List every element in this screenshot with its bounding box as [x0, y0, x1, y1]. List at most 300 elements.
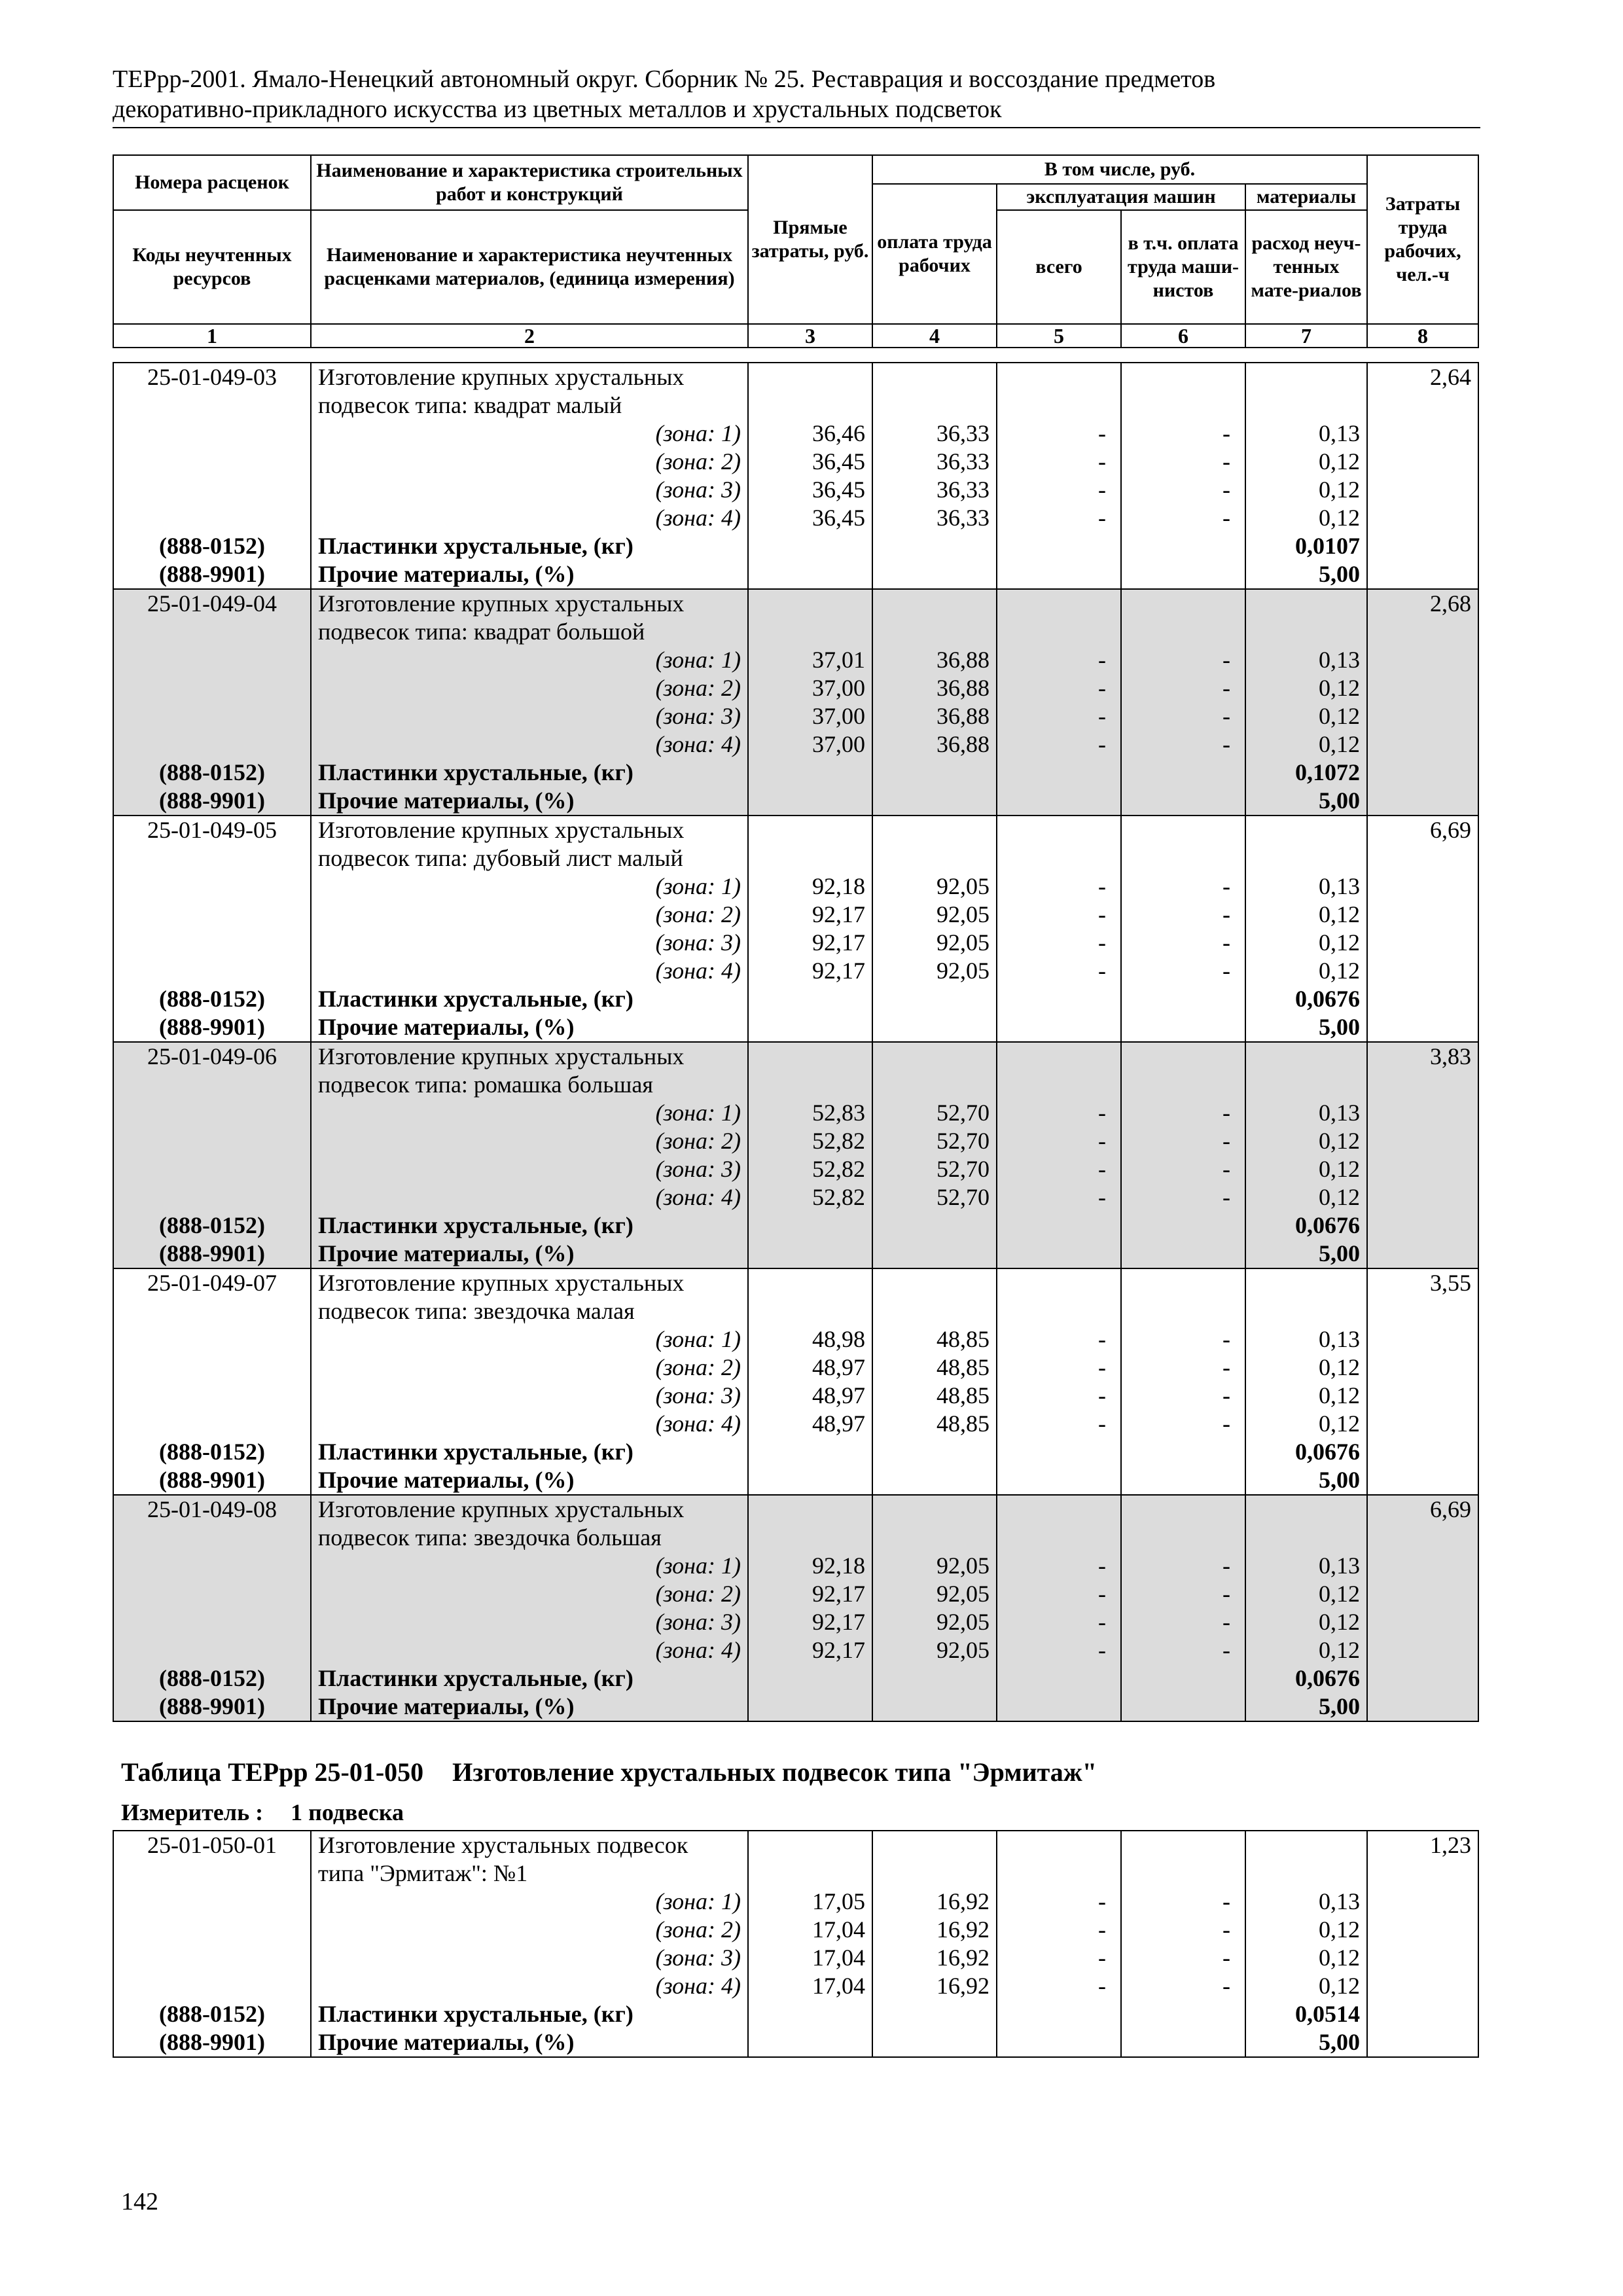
material-row [113, 1438, 1478, 1466]
rate-name: подвесок типа: дубовый лист малый [311, 844, 748, 872]
empty-cell [1245, 1524, 1367, 1552]
page-header [113, 64, 1480, 128]
direct-costs: 17,04 [748, 1916, 872, 1944]
empty-cell [1121, 1524, 1245, 1552]
zone-label: (зона: 4) [311, 957, 748, 985]
material-name: Прочие материалы, (%) [311, 2028, 748, 2057]
rate-row [113, 363, 1478, 391]
zone-label: (зона: 2) [311, 1354, 748, 1382]
empty-cell [1367, 1580, 1478, 1608]
empty-cell [1367, 1524, 1478, 1552]
empty-cell [1367, 391, 1478, 420]
zone-row [113, 1127, 1478, 1155]
material-consumption: 0,0514 [1245, 2000, 1367, 2028]
zone-row [113, 957, 1478, 985]
rate-name: подвесок типа: квадрат большой [311, 618, 748, 646]
machines-total: - [997, 1127, 1121, 1155]
empty-cell [1245, 618, 1367, 646]
empty-cell [113, 420, 311, 448]
empty-cell [1245, 1831, 1367, 1859]
header-line-2: декоративно-прикладного искусства из цветных металлов и хрустальных подсветок [113, 96, 1002, 123]
direct-costs: 17,04 [748, 1972, 872, 2000]
labor-costs: 6,69 [1367, 1495, 1478, 1524]
zone-row [113, 1552, 1478, 1580]
empty-cell [113, 1859, 311, 1888]
machines-total: - [997, 1888, 1121, 1916]
empty-cell [997, 787, 1121, 816]
machines-total: - [997, 1354, 1121, 1382]
material-consumption: 0,0676 [1245, 1438, 1367, 1466]
empty-cell [997, 1524, 1121, 1552]
material-code: (888-0152) [113, 532, 311, 560]
machinist-pay: - [1121, 1580, 1245, 1608]
zone-label: (зона: 4) [311, 1636, 748, 1664]
direct-costs: 36,46 [748, 420, 872, 448]
materials: 0,13 [1245, 646, 1367, 674]
material-row [113, 532, 1478, 560]
rate-row [113, 1268, 1478, 1297]
machines-total: - [997, 420, 1121, 448]
empty-cell [1121, 2000, 1245, 2028]
empty-cell [113, 504, 311, 532]
empty-cell [1121, 2028, 1245, 2057]
machinist-pay: - [1121, 1325, 1245, 1354]
col-number: 6 [1121, 324, 1245, 348]
empty-cell [1367, 1297, 1478, 1325]
machines-total: - [997, 730, 1121, 759]
material-row [113, 2028, 1478, 2057]
material-consumption: 0,1072 [1245, 759, 1367, 787]
zone-row [113, 1972, 1478, 2000]
rate-name: Изготовление крупных хрустальных [311, 816, 748, 844]
empty-cell [1121, 1211, 1245, 1240]
empty-cell [1121, 1297, 1245, 1325]
empty-cell [748, 391, 872, 420]
zone-row [113, 1580, 1478, 1608]
labor-pay: 52,70 [872, 1183, 997, 1211]
col-machine-operation: эксплуатация машин [997, 184, 1245, 210]
empty-cell [872, 816, 997, 844]
empty-cell [113, 1155, 311, 1183]
empty-cell [997, 1693, 1121, 1721]
empty-cell [1121, 1268, 1245, 1297]
material-code: (888-0152) [113, 985, 311, 1013]
zone-label: (зона: 1) [311, 1552, 748, 1580]
material-name: Прочие материалы, (%) [311, 787, 748, 816]
empty-cell [748, 1071, 872, 1099]
machinist-pay: - [1121, 1127, 1245, 1155]
empty-cell [997, 844, 1121, 872]
empty-cell [113, 1071, 311, 1099]
col-number: 7 [1245, 324, 1367, 348]
empty-cell [1121, 759, 1245, 787]
rate-code: 25-01-049-06 [113, 1042, 311, 1071]
empty-cell [748, 560, 872, 589]
materials: 0,12 [1245, 1972, 1367, 2000]
rate-name: подвесок типа: квадрат малый [311, 391, 748, 420]
empty-cell [748, 1495, 872, 1524]
col-labor-pay: оплата труда рабочих [872, 184, 997, 324]
zone-row [113, 1099, 1478, 1127]
empty-cell [872, 1664, 997, 1693]
materials: 0,12 [1245, 476, 1367, 504]
zone-label: (зона: 3) [311, 1382, 748, 1410]
direct-costs: 92,17 [748, 929, 872, 957]
machines-total: - [997, 702, 1121, 730]
machinist-pay: - [1121, 901, 1245, 929]
empty-cell [872, 1268, 997, 1297]
empty-cell [113, 957, 311, 985]
zone-row [113, 1888, 1478, 1916]
empty-cell [113, 929, 311, 957]
zone-row [113, 674, 1478, 702]
labor-pay: 16,92 [872, 1972, 997, 2000]
rate-name: Изготовление крупных хрустальных [311, 589, 748, 618]
zone-label: (зона: 4) [311, 1972, 748, 2000]
empty-cell [1367, 1972, 1478, 2000]
materials: 0,12 [1245, 1916, 1367, 1944]
empty-cell [872, 589, 997, 618]
empty-cell [1121, 391, 1245, 420]
material-row [113, 1693, 1478, 1721]
direct-costs: 36,45 [748, 448, 872, 476]
empty-cell [1367, 1325, 1478, 1354]
empty-cell [748, 532, 872, 560]
direct-costs: 48,97 [748, 1354, 872, 1382]
zone-row [113, 1410, 1478, 1438]
material-consumption: 5,00 [1245, 2028, 1367, 2057]
empty-cell [1121, 1013, 1245, 1042]
empty-cell [1367, 1693, 1478, 1721]
empty-cell [1367, 1211, 1478, 1240]
machines-total: - [997, 1972, 1121, 2000]
rate-row [113, 844, 1478, 872]
empty-cell [1367, 787, 1478, 816]
material-name: Прочие материалы, (%) [311, 1013, 748, 1042]
empty-cell [748, 1859, 872, 1888]
machinist-pay: - [1121, 1354, 1245, 1382]
empty-cell [113, 1552, 311, 1580]
empty-cell [997, 560, 1121, 589]
machinist-pay: - [1121, 1552, 1245, 1580]
material-consumption: 0,0107 [1245, 532, 1367, 560]
empty-cell [1245, 363, 1367, 391]
empty-cell [113, 1325, 311, 1354]
empty-cell [1245, 844, 1367, 872]
empty-cell [748, 363, 872, 391]
empty-cell [872, 2000, 997, 2028]
rate-name: Изготовление крупных хрустальных [311, 1268, 748, 1297]
material-code: (888-9901) [113, 1013, 311, 1042]
machinist-pay: - [1121, 730, 1245, 759]
material-name: Пластинки хрустальные, (кг) [311, 532, 748, 560]
direct-costs: 92,18 [748, 1552, 872, 1580]
empty-cell [1245, 816, 1367, 844]
col-number: 4 [872, 324, 997, 348]
empty-cell [1367, 1013, 1478, 1042]
empty-cell [748, 1042, 872, 1071]
empty-cell [1367, 730, 1478, 759]
materials: 0,12 [1245, 1382, 1367, 1410]
empty-cell [872, 759, 997, 787]
empty-cell [1121, 589, 1245, 618]
empty-cell [113, 448, 311, 476]
zone-row [113, 476, 1478, 504]
table-title [121, 1757, 1097, 1787]
col-number: 5 [997, 324, 1121, 348]
zone-label: (зона: 4) [311, 504, 748, 532]
empty-cell [748, 1466, 872, 1495]
zone-label: (зона: 3) [311, 929, 748, 957]
zone-label: (зона: 2) [311, 674, 748, 702]
empty-cell [997, 1211, 1121, 1240]
empty-cell [1367, 1183, 1478, 1211]
empty-cell [997, 589, 1121, 618]
materials: 0,13 [1245, 420, 1367, 448]
rate-row [113, 1297, 1478, 1325]
materials: 0,12 [1245, 1183, 1367, 1211]
machinist-pay: - [1121, 1608, 1245, 1636]
empty-cell [997, 1438, 1121, 1466]
labor-pay: 92,05 [872, 929, 997, 957]
materials: 0,12 [1245, 901, 1367, 929]
empty-cell [113, 1580, 311, 1608]
zone-label: (зона: 2) [311, 1127, 748, 1155]
empty-cell [1121, 1466, 1245, 1495]
zone-label: (зона: 1) [311, 1325, 748, 1354]
zone-label: (зона: 2) [311, 1916, 748, 1944]
col-direct-costs: Прямые затраты, руб. [748, 155, 872, 324]
empty-cell [997, 1495, 1121, 1524]
labor-pay: 36,33 [872, 448, 997, 476]
materials: 0,13 [1245, 1099, 1367, 1127]
labor-pay: 36,33 [872, 420, 997, 448]
machines-total: - [997, 872, 1121, 901]
zone-row [113, 504, 1478, 532]
empty-cell [1367, 1608, 1478, 1636]
table-title-text: Изготовление хрустальных подвесок типа "Эрмитаж" [452, 1757, 1097, 1787]
labor-costs: 3,83 [1367, 1042, 1478, 1071]
column-header-table [113, 154, 1479, 348]
empty-cell [748, 2028, 872, 2057]
material-row [113, 787, 1478, 816]
material-row [113, 2000, 1478, 2028]
empty-cell [113, 730, 311, 759]
rate-row [113, 1042, 1478, 1071]
machinist-pay: - [1121, 1636, 1245, 1664]
labor-pay: 92,05 [872, 901, 997, 929]
machines-total: - [997, 1916, 1121, 1944]
col-work-name: Наименование и характеристика строительных работ и конструкций [311, 155, 748, 210]
empty-cell [748, 1438, 872, 1466]
machines-total: - [997, 1944, 1121, 1972]
materials: 0,12 [1245, 674, 1367, 702]
empty-cell [1121, 787, 1245, 816]
empty-cell [113, 1354, 311, 1382]
labor-costs: 2,68 [1367, 589, 1478, 618]
machines-total: - [997, 504, 1121, 532]
rate-name: типа "Эрмитаж": №1 [311, 1859, 748, 1888]
zone-row [113, 448, 1478, 476]
empty-cell [997, 759, 1121, 787]
empty-cell [748, 589, 872, 618]
rate-name: Изготовление крупных хрустальных [311, 363, 748, 391]
zone-row [113, 1608, 1478, 1636]
empty-cell [1121, 1071, 1245, 1099]
material-name: Пластинки хрустальные, (кг) [311, 759, 748, 787]
empty-cell [1367, 844, 1478, 872]
zone-row [113, 420, 1478, 448]
empty-cell [1121, 1693, 1245, 1721]
labor-pay: 92,05 [872, 1552, 997, 1580]
machinist-pay: - [1121, 702, 1245, 730]
empty-cell [748, 1693, 872, 1721]
material-name: Прочие материалы, (%) [311, 1693, 748, 1721]
col-machines-total: всего [997, 210, 1121, 324]
empty-cell [872, 1438, 997, 1466]
materials: 0,12 [1245, 1410, 1367, 1438]
materials: 0,12 [1245, 1944, 1367, 1972]
labor-pay: 16,92 [872, 1888, 997, 1916]
materials: 0,13 [1245, 1888, 1367, 1916]
direct-costs: 36,45 [748, 476, 872, 504]
empty-cell [872, 1297, 997, 1325]
empty-cell [113, 1916, 311, 1944]
empty-cell [997, 1013, 1121, 1042]
direct-costs: 52,82 [748, 1127, 872, 1155]
direct-costs: 52,83 [748, 1099, 872, 1127]
zone-label: (зона: 1) [311, 420, 748, 448]
empty-cell [113, 1410, 311, 1438]
material-code: (888-9901) [113, 1693, 311, 1721]
empty-cell [1245, 1071, 1367, 1099]
empty-cell [1367, 1071, 1478, 1099]
empty-cell [113, 1888, 311, 1916]
materials: 0,13 [1245, 1552, 1367, 1580]
empty-cell [1367, 560, 1478, 589]
machines-total: - [997, 1183, 1121, 1211]
empty-cell [1367, 1155, 1478, 1183]
zone-row [113, 1183, 1478, 1211]
col-resource-codes: Коды неучтенных ресурсов [113, 210, 311, 324]
machinist-pay: - [1121, 1888, 1245, 1916]
zone-label: (зона: 1) [311, 1099, 748, 1127]
material-code: (888-9901) [113, 1466, 311, 1495]
labor-pay: 48,85 [872, 1410, 997, 1438]
empty-cell [748, 1664, 872, 1693]
measure-value: 1 подвеска [291, 1799, 404, 1825]
rate-code: 25-01-049-07 [113, 1268, 311, 1297]
machines-total: - [997, 1636, 1121, 1664]
labor-pay: 48,85 [872, 1382, 997, 1410]
empty-cell [1121, 1438, 1245, 1466]
direct-costs: 17,05 [748, 1888, 872, 1916]
empty-cell [1121, 560, 1245, 589]
empty-cell [1367, 1240, 1478, 1268]
zone-row [113, 646, 1478, 674]
empty-cell [1367, 1466, 1478, 1495]
empty-cell [997, 1859, 1121, 1888]
empty-cell [748, 1240, 872, 1268]
empty-cell [1367, 1382, 1478, 1410]
empty-cell [113, 646, 311, 674]
rate-name: Изготовление крупных хрустальных [311, 1495, 748, 1524]
machines-total: - [997, 1608, 1121, 1636]
empty-cell [997, 1466, 1121, 1495]
machinist-pay: - [1121, 448, 1245, 476]
empty-cell [113, 1972, 311, 2000]
empty-cell [1121, 532, 1245, 560]
rate-row [113, 589, 1478, 618]
col-number: 8 [1367, 324, 1478, 348]
zone-label: (зона: 4) [311, 1410, 748, 1438]
empty-cell [748, 759, 872, 787]
col-material-name: Наименование и характеристика неучтенных расценками материалов, (единица измерения) [311, 210, 748, 324]
empty-cell [1367, 646, 1478, 674]
empty-cell [1367, 1099, 1478, 1127]
materials: 0,12 [1245, 1580, 1367, 1608]
labor-pay: 48,85 [872, 1325, 997, 1354]
materials: 0,12 [1245, 957, 1367, 985]
labor-costs: 3,55 [1367, 1268, 1478, 1297]
direct-costs: 92,17 [748, 957, 872, 985]
machinist-pay: - [1121, 674, 1245, 702]
zone-label: (зона: 3) [311, 1155, 748, 1183]
machines-total: - [997, 901, 1121, 929]
material-row [113, 1466, 1478, 1495]
empty-cell [1367, 1859, 1478, 1888]
machinist-pay: - [1121, 1155, 1245, 1183]
material-consumption: 5,00 [1245, 1240, 1367, 1268]
zone-row [113, 1354, 1478, 1382]
zone-label: (зона: 3) [311, 476, 748, 504]
empty-cell [113, 844, 311, 872]
empty-cell [1367, 1127, 1478, 1155]
rate-name: Изготовление хрустальных подвесок [311, 1831, 748, 1859]
labor-costs: 1,23 [1367, 1831, 1478, 1859]
empty-cell [748, 2000, 872, 2028]
empty-cell [872, 560, 997, 589]
empty-cell [872, 1071, 997, 1099]
zone-row [113, 1636, 1478, 1664]
empty-cell [1121, 618, 1245, 646]
rate-row [113, 1524, 1478, 1552]
empty-cell [113, 1099, 311, 1127]
empty-cell [1367, 618, 1478, 646]
empty-cell [1367, 1636, 1478, 1664]
machines-total: - [997, 476, 1121, 504]
machines-total: - [997, 1325, 1121, 1354]
zone-label: (зона: 1) [311, 1888, 748, 1916]
direct-costs: 48,98 [748, 1325, 872, 1354]
measure-label: Измеритель : [121, 1799, 264, 1825]
labor-costs: 6,69 [1367, 816, 1478, 844]
zone-label: (зона: 2) [311, 1580, 748, 1608]
empty-cell [1367, 1664, 1478, 1693]
empty-cell [1367, 2028, 1478, 2057]
zone-row [113, 702, 1478, 730]
labor-pay: 92,05 [872, 1580, 997, 1608]
material-code: (888-0152) [113, 2000, 311, 2028]
empty-cell [1121, 1495, 1245, 1524]
material-row [113, 1240, 1478, 1268]
material-consumption: 0,0676 [1245, 1211, 1367, 1240]
empty-cell [748, 1211, 872, 1240]
empty-cell [1367, 759, 1478, 787]
material-code: (888-9901) [113, 1240, 311, 1268]
empty-cell [1367, 1916, 1478, 1944]
material-row [113, 759, 1478, 787]
